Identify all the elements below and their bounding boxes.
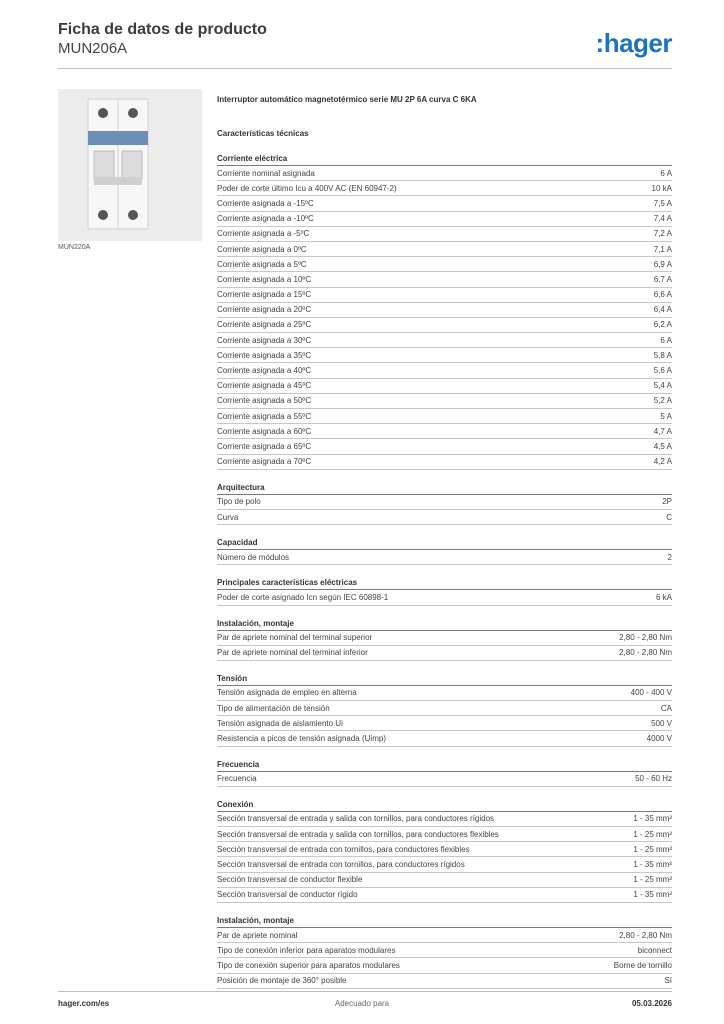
spec-row — [217, 409, 672, 424]
spec-label: Sección transversal de conductor flexible — [217, 875, 363, 885]
section-title: Instalación, montaje — [217, 618, 672, 631]
spec-value: 5,4 A — [653, 381, 672, 391]
spec-value: 5,8 A — [653, 350, 672, 360]
spec-label: Corriente asignada a 25ºC — [217, 320, 312, 330]
section-title: Tensión — [217, 673, 672, 686]
spec-value: 6 A — [660, 168, 672, 178]
spec-value: 50 - 60 Hz — [635, 774, 672, 784]
spec-value: 2,80 - 2,80 Nm — [619, 633, 672, 643]
footer-date: 05.03.2026 — [631, 999, 672, 1008]
spec-label: Frecuencia — [217, 774, 257, 784]
section-title: Principales características eléctricas — [217, 577, 672, 590]
spec-label: Corriente asignada a 30ºC — [217, 335, 312, 345]
circuit-breaker-image — [58, 89, 202, 241]
spec-row — [217, 646, 672, 661]
spec-label: Corriente asignada a 20ºC — [217, 305, 312, 315]
spec-label: Resistencia a picos de tensión asignada (Uimp) — [217, 734, 386, 744]
footer-suitable-for: Adecuado para — [334, 999, 390, 1008]
spec-value: C — [666, 512, 672, 522]
spec-value: Sí — [664, 976, 672, 986]
spec-row — [217, 333, 672, 348]
footer-divider — [58, 991, 672, 992]
spec-row — [217, 842, 672, 857]
spec-label: Poder de corte último Icu a 400V AC (EN 60947-2) — [217, 183, 397, 193]
spec-row — [217, 348, 672, 363]
product-code: MUN206A — [58, 40, 128, 57]
spec-label: Curva — [217, 512, 239, 522]
spec-row — [217, 958, 672, 973]
spec-row — [217, 590, 672, 605]
spec-row — [217, 631, 672, 646]
spec-value: 6,6 A — [653, 290, 672, 300]
spec-label: Corriente asignada a 45ºC — [217, 381, 312, 391]
spec-value: 6,4 A — [653, 305, 672, 315]
spec-row — [217, 257, 672, 272]
spec-value: 10 kA — [651, 183, 672, 193]
spec-label: Tipo de polo — [217, 497, 261, 507]
spec-label: Sección transversal de conductor rígido — [217, 890, 358, 900]
spec-label: Tensión asignada de aislamiento Ui — [217, 718, 343, 728]
spec-value: 1 - 35 mm² — [633, 890, 672, 900]
spec-row — [217, 181, 672, 196]
spec-label: Tipo de conexión inferior para aparatos modulares — [217, 945, 396, 955]
spec-label: Par de apriete nominal del terminal inferior — [217, 648, 368, 658]
spec-row — [217, 227, 672, 242]
spec-label: Posición de montaje de 360° posible — [217, 976, 347, 986]
spec-label: Corriente asignada a 10ºC — [217, 274, 312, 284]
spec-row — [217, 394, 672, 409]
spec-label: Corriente asignada a 35ºC — [217, 350, 312, 360]
spec-value: 1 - 25 mm² — [633, 875, 672, 885]
hager-logo[interactable]: :hager — [595, 28, 672, 58]
spec-value: 5,2 A — [653, 396, 672, 406]
spec-row — [217, 424, 672, 439]
page-title: Ficha de datos de producto — [58, 21, 267, 38]
spec-label: Tipo de alimentación de tensión — [217, 703, 330, 713]
spec-row — [217, 701, 672, 716]
spec-value: 4,5 A — [653, 441, 672, 451]
section-title: Conexión — [217, 799, 672, 812]
spec-label: Corriente asignada a 40ºC — [217, 366, 312, 376]
spec-label: Corriente asignada a -5ºC — [217, 229, 310, 239]
spec-content — [217, 95, 672, 989]
spec-label: Corriente nominal asignada — [217, 168, 315, 178]
spec-row — [217, 455, 672, 470]
spec-label: Sección transversal de entrada y salida con tornillos, para conductores flexibles — [217, 829, 499, 839]
spec-value: 1 - 35 mm² — [633, 814, 672, 824]
spec-value: 2,80 - 2,80 Nm — [619, 930, 672, 940]
section-title: Capacidad — [217, 537, 672, 550]
spec-row — [217, 873, 672, 888]
spec-value: 2,80 - 2,80 Nm — [619, 648, 672, 658]
spec-label: Corriente asignada a -15ºC — [217, 198, 314, 208]
spec-row — [217, 928, 672, 943]
spec-label: Par de apriete nominal del terminal superior — [217, 633, 373, 643]
spec-value: biconnect — [637, 945, 672, 955]
spec-row — [217, 974, 672, 989]
spec-label: Sección transversal de entrada con tornillos, para conductores flexibles — [217, 844, 470, 854]
spec-label: Par de apriete nominal — [217, 930, 298, 940]
spec-value: 7,2 A — [653, 229, 672, 239]
spec-row — [217, 439, 672, 454]
header-divider — [58, 68, 672, 69]
spec-label: Corriente asignada a 65ºC — [217, 441, 312, 451]
spec-row — [217, 272, 672, 287]
spec-row — [217, 888, 672, 903]
spec-value: 1 - 25 mm² — [633, 829, 672, 839]
spec-row — [217, 363, 672, 378]
spec-sections — [217, 153, 672, 989]
section-title: Arquitectura — [217, 482, 672, 495]
spec-value: 2 — [667, 552, 672, 562]
section-title: Frecuencia — [217, 759, 672, 772]
spec-value: 1 - 35 mm² — [633, 859, 672, 869]
spec-row — [217, 510, 672, 525]
spec-label: Corriente asignada a 0ºC — [217, 244, 307, 254]
spec-value: 5 A — [660, 411, 672, 421]
spec-value: 6 A — [660, 335, 672, 345]
spec-row — [217, 212, 672, 227]
spec-label: Corriente asignada a 55ºC — [217, 411, 312, 421]
spec-row — [217, 196, 672, 211]
spec-value: 4,2 A — [653, 457, 672, 467]
spec-row — [217, 379, 672, 394]
spec-value: 6,7 A — [653, 274, 672, 284]
spec-value: CA — [660, 703, 672, 713]
spec-value: 4000 V — [646, 734, 672, 744]
image-caption: MUN220A — [58, 244, 91, 251]
section-title: Instalación, montaje — [217, 915, 672, 928]
spec-label: Corriente asignada a 60ºC — [217, 426, 312, 436]
spec-value: 7,5 A — [653, 198, 672, 208]
spec-row — [217, 812, 672, 827]
product-description: Interruptor automático magnetotérmico serie MU 2P 6A curva C 6KA — [217, 95, 477, 104]
spec-row — [217, 495, 672, 510]
spec-label: Corriente asignada a 5ºC — [217, 259, 307, 269]
spec-label: Corriente asignada a -10ºC — [217, 214, 314, 224]
specs-heading: Características técnicas — [217, 129, 309, 138]
spec-value: 2P — [662, 497, 672, 507]
spec-value: 6,9 A — [653, 259, 672, 269]
spec-row — [217, 550, 672, 565]
spec-value: 400 - 400 V — [630, 688, 672, 698]
spec-row — [217, 318, 672, 333]
spec-label: Corriente asignada a 70ºC — [217, 457, 312, 467]
spec-label: Poder de corte asignado Icn según IEC 60898-1 — [217, 592, 389, 602]
spec-row — [217, 166, 672, 181]
spec-value: Borne de tornillo — [613, 960, 672, 970]
spec-value: 6 kA — [655, 592, 672, 602]
spec-value: 500 V — [651, 718, 672, 728]
spec-label: Corriente asignada a 15ºC — [217, 290, 312, 300]
spec-value: 5,6 A — [653, 366, 672, 376]
spec-value: 4,7 A — [653, 426, 672, 436]
spec-row — [217, 686, 672, 701]
spec-label: Tipo de conexión superior para aparatos modulares — [217, 960, 400, 970]
spec-value: 7,4 A — [653, 214, 672, 224]
section-title: Corriente eléctrica — [217, 153, 672, 166]
spec-label: Sección transversal de entrada y salida con tornillos, para conductores rígidos — [217, 814, 495, 824]
spec-value: 6,2 A — [653, 320, 672, 330]
spec-label: Número de módulos — [217, 552, 290, 562]
spec-row — [217, 731, 672, 746]
spec-row — [217, 716, 672, 731]
spec-row — [217, 303, 672, 318]
spec-row — [217, 827, 672, 842]
spec-row — [217, 943, 672, 958]
spec-label: Tensión asignada de empleo en alterna — [217, 688, 357, 698]
spec-value: 7,1 A — [653, 244, 672, 254]
spec-label: Corriente asignada a 50ºC — [217, 396, 312, 406]
spec-row — [217, 857, 672, 872]
spec-row — [217, 242, 672, 257]
spec-label: Sección transversal de entrada con tornillos, para conductores rígidos — [217, 859, 465, 869]
footer-website-link[interactable]: hager.com/es — [58, 999, 110, 1008]
spec-row — [217, 772, 672, 787]
spec-value: 1 - 25 mm² — [633, 844, 672, 854]
spec-row — [217, 288, 672, 303]
